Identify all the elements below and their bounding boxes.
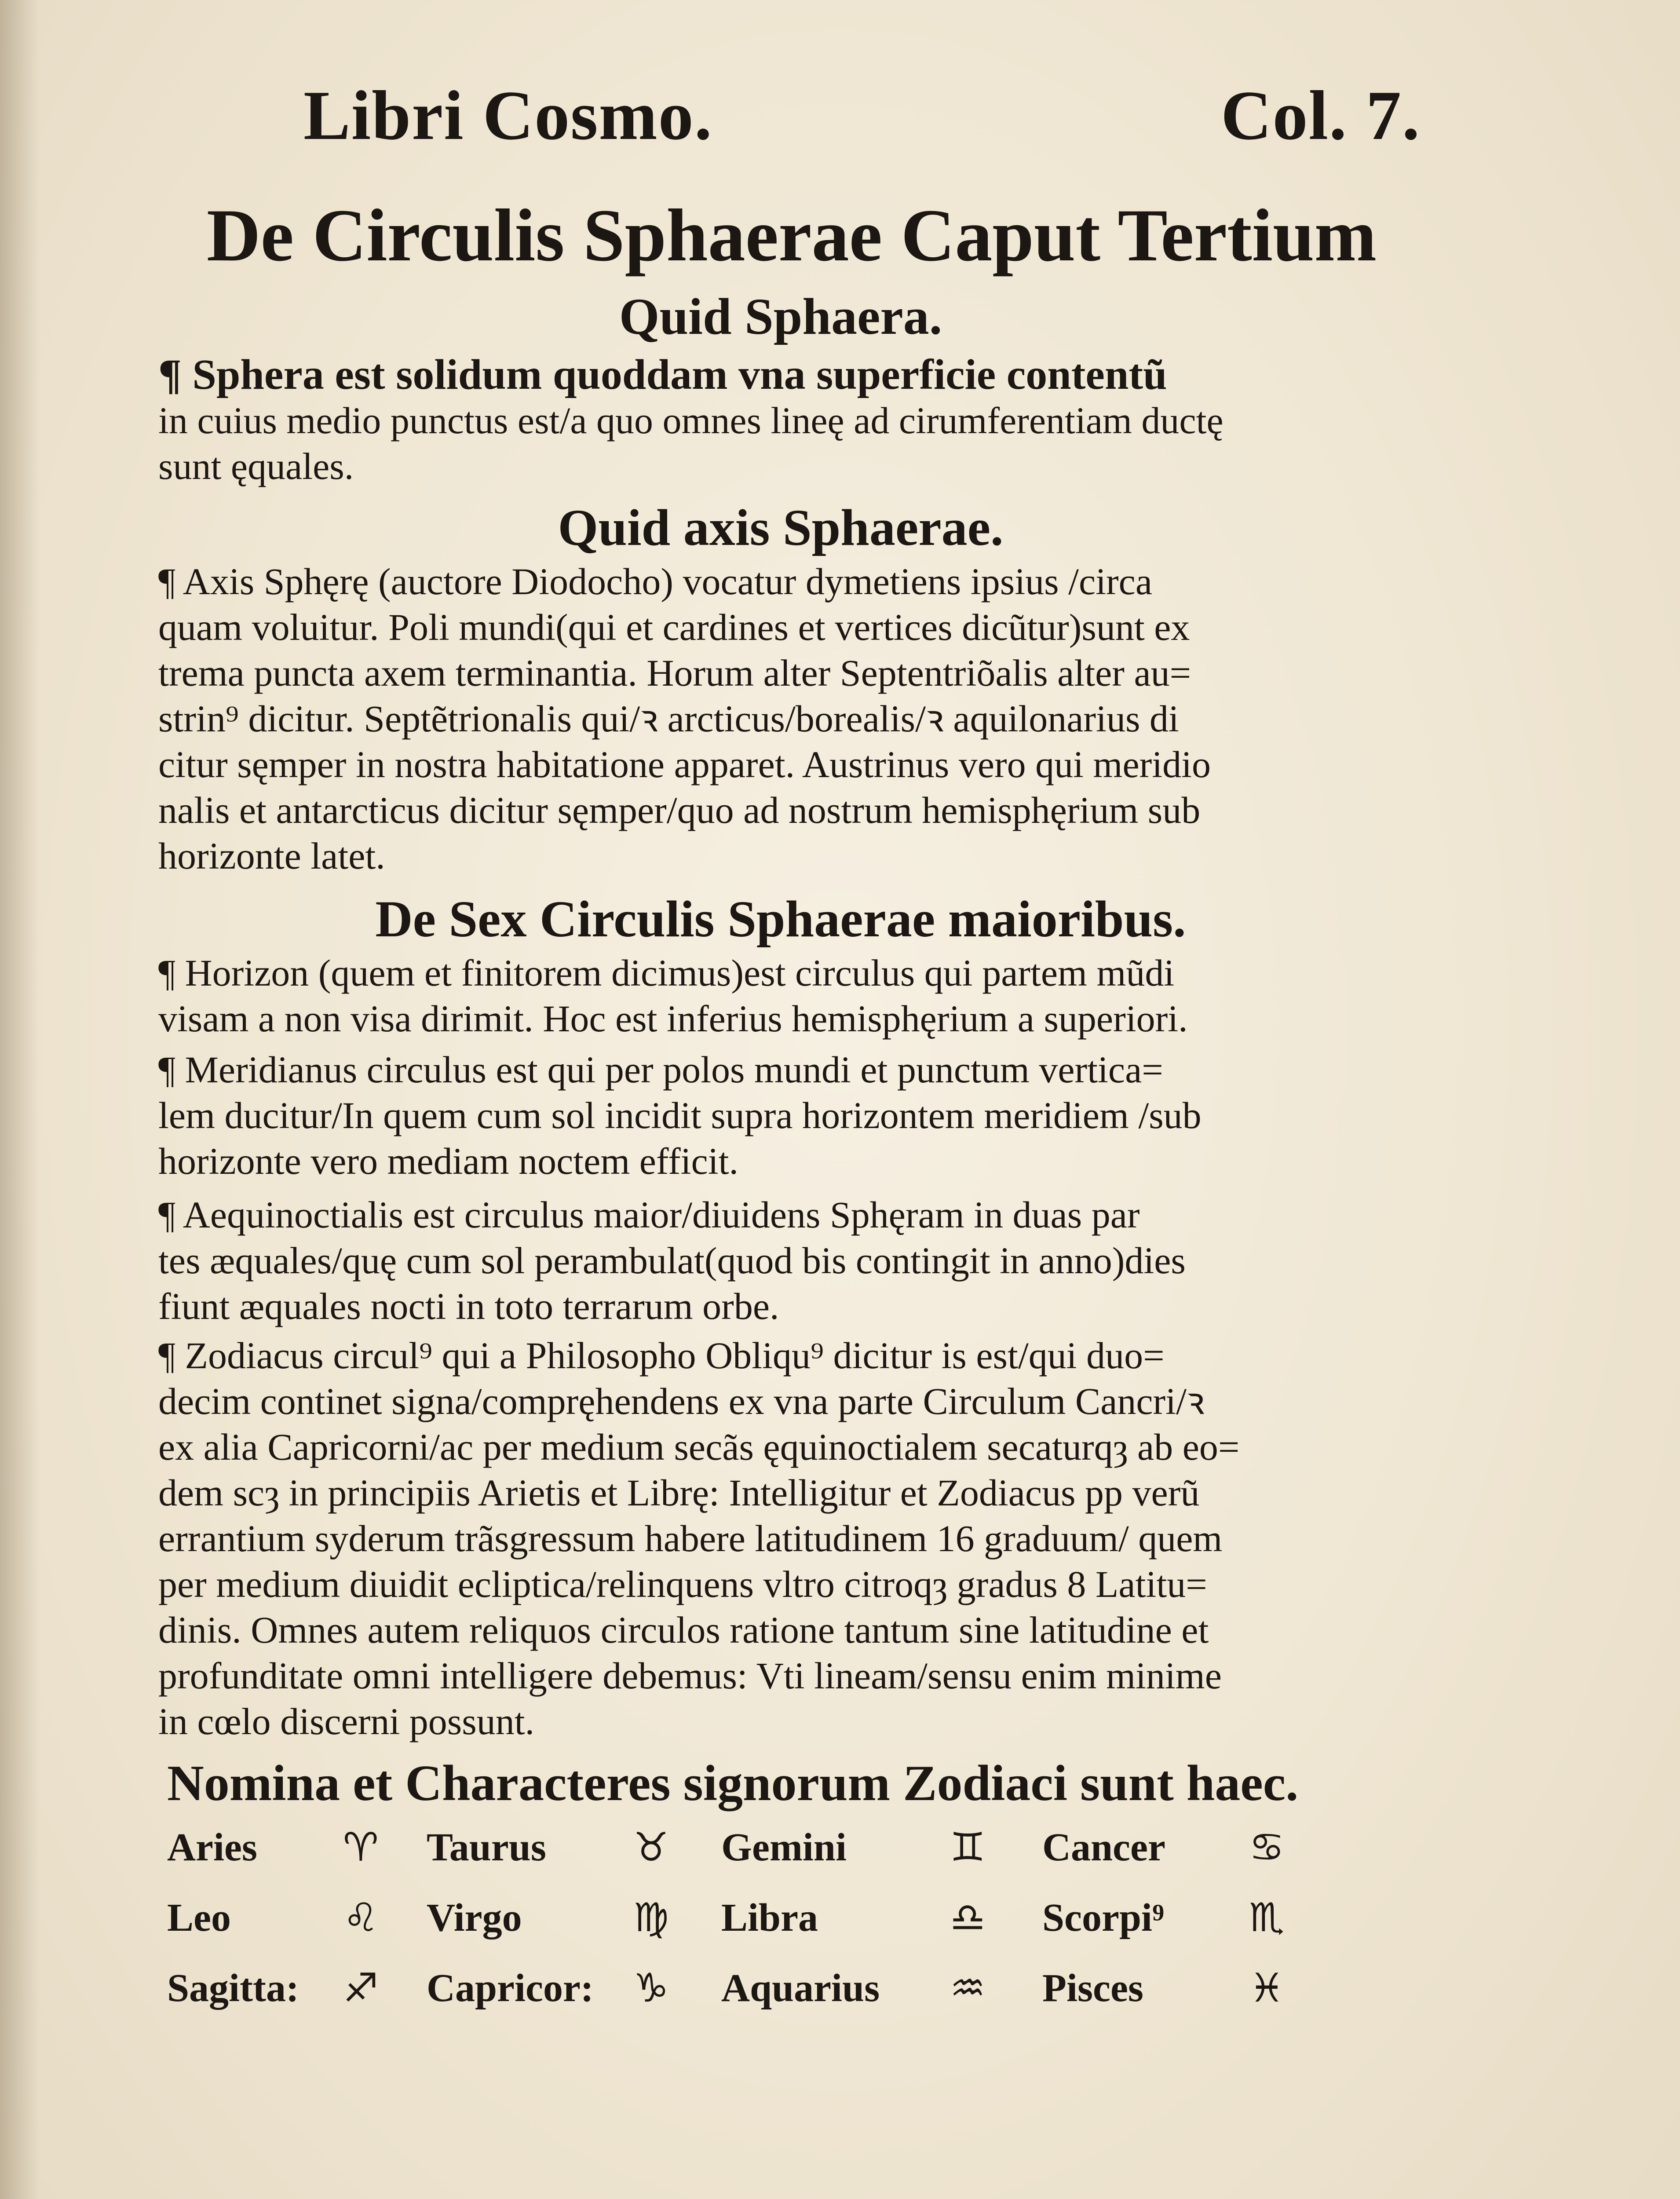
virgo-symbol-icon: ♍ xyxy=(633,1894,669,1941)
libra-symbol-icon: ♎ xyxy=(950,1894,986,1941)
paragraph-zodiacus xyxy=(158,1333,1407,1744)
text-line: lem ducitur/In quem cum sol incidit supra horizontem meridiem /sub xyxy=(158,1094,1202,1136)
zodiac-sign-name: Aquarius xyxy=(721,1966,880,2010)
text-line: profunditate omni intelligere debemus: Vti lineam/sensu enim minime xyxy=(158,1655,1222,1697)
text-line: horizonte vero mediam noctem efficit. xyxy=(158,1140,738,1182)
text-line: strin⁹ dicitur. Septẽtrionalis qui/ꝛ arcticus/borealis/ꝛ aquilonarius di xyxy=(158,698,1179,740)
zodiac-sign-name: Gemini xyxy=(721,1825,847,1869)
paragraph-axis xyxy=(158,559,1407,879)
running-head-column: Col. 7. xyxy=(1221,76,1421,154)
chapter-title: De Circulis Sphaerae Caput Tertium xyxy=(206,194,1377,277)
text-line: decim continet signa/compręhendens ex vna parte Circulum Cancri/ꝛ xyxy=(158,1380,1205,1422)
text-line: quam voluitur. Poli mundi(qui et cardines et vertices dicũtur)sunt ex xyxy=(158,606,1190,648)
gemini-symbol-icon: ♊ xyxy=(950,1824,986,1870)
text-line: trema puncta axem terminantia. Horum alter Septentriõalis alter au= xyxy=(158,652,1191,694)
zodiac-sign-name: Capricor: xyxy=(427,1966,594,2010)
text-line: visam a non visa dirimit. Hoc est inferius hemisphęrium a superiori. xyxy=(158,997,1188,1040)
leo-symbol-icon: ♌ xyxy=(343,1894,379,1941)
text-line: nalis et antarcticus dicitur sęmper/quo ad nostrum hemisphęrium sub xyxy=(158,789,1201,831)
scorpio-symbol-icon: ♏ xyxy=(1249,1894,1285,1941)
zodiac-sign-name: Scorpi⁹ xyxy=(1042,1896,1164,1940)
text-line: in cœlo discerni possunt. xyxy=(158,1700,535,1742)
aquarius-symbol-icon: ♒ xyxy=(950,1965,986,2011)
taurus-symbol-icon: ♉ xyxy=(633,1824,669,1870)
zodiac-sign-name: Taurus xyxy=(427,1825,546,1869)
text-line: dinis. Omnes autem reliquos circulos ratione tantum sine latitudine et xyxy=(158,1609,1209,1651)
capricorn-symbol-icon: ♑ xyxy=(633,1965,669,2011)
text-line: citur sęmper in nostra habitatione apparet. Austrinus vero qui meridio xyxy=(158,743,1211,785)
zodiac-sign-name: Cancer xyxy=(1042,1825,1165,1869)
text-line: fiunt æquales nocti in toto terrarum orbe. xyxy=(158,1285,779,1327)
text-line: ¶ Sphera est solidum quoddam vna superficie contentũ xyxy=(158,351,1167,398)
pisces-symbol-icon: ♓ xyxy=(1249,1965,1285,2011)
running-head xyxy=(303,75,1421,163)
aries-symbol-icon: ♈ xyxy=(343,1824,379,1870)
text-line: ¶ Axis Sphęrę (auctore Diodocho) vocatur dymetiens ipsius /circa xyxy=(158,560,1153,603)
zodiac-sign-name: Virgo xyxy=(427,1896,522,1940)
zodiac-heading: Nomina et Characteres signorum Zodiaci sunt haec. xyxy=(167,1755,1299,1812)
paragraph-horizon xyxy=(158,950,1407,1041)
section-heading-sex-circuli: De Sex Circulis Sphaerae maioribus. xyxy=(375,890,1186,948)
text-line: sunt ęquales. xyxy=(158,445,354,487)
section-heading-axis: Quid axis Sphaerae. xyxy=(558,499,1004,556)
text-line: ¶ Meridianus circulus est qui per polos mundi et punctum vertica= xyxy=(158,1048,1163,1091)
running-head-title: Libri Cosmo. xyxy=(303,76,713,154)
paragraph-meridianus xyxy=(158,1047,1407,1184)
zodiac-sign-name: Leo xyxy=(167,1896,231,1940)
text-line: ¶ Aequinoctialis est circulus maior/diuidens Sphęram in duas par xyxy=(158,1194,1140,1236)
zodiac-sign-name: Sagitta: xyxy=(167,1966,299,2010)
sagittarius-symbol-icon: ♐ xyxy=(343,1965,379,2011)
text-line: ¶ Horizon (quem et finitorem dicimus)est circulus qui partem mũdi xyxy=(158,952,1175,994)
text-line: tes æquales/quę cum sol perambulat(quod bis contingit in anno)dies xyxy=(158,1239,1186,1282)
text-line: in cuius medio punctus est/a quo omnes lineę ad cirumferentiam ductę xyxy=(158,399,1223,442)
text-line: horizonte latet. xyxy=(158,835,385,877)
page-gutter-shadow xyxy=(0,0,40,2199)
section-heading-sphaera: Quid Sphaera. xyxy=(619,288,942,345)
zodiac-sign-table xyxy=(167,1812,1407,2023)
text-line: ex alia Capricorni/ac per medium secãs ęquinoctialem secaturqȝ ab eo= xyxy=(158,1426,1240,1468)
zodiac-sign-name: Aries xyxy=(167,1825,257,1869)
paragraph-aequinoctialis xyxy=(158,1192,1407,1329)
text-line: ¶ Zodiacus circul⁹ qui a Philosopho Obliqu⁹ dicitur is est/qui duo= xyxy=(158,1334,1165,1377)
zodiac-sign-name: Libra xyxy=(721,1896,818,1940)
cancer-symbol-icon: ♋ xyxy=(1249,1824,1285,1870)
zodiac-sign-name: Pisces xyxy=(1042,1966,1143,2010)
text-line: per medium diuidit ecliptica/relinquens vltro citroqȝ gradus 8 Latitu= xyxy=(158,1563,1207,1605)
paragraph-sphaera xyxy=(158,352,1407,489)
text-line: errantium syderum trãsgressum habere latitudinem 16 graduum/ quem xyxy=(158,1517,1223,1560)
text-line: dem scȝ in principiis Arietis et Librę: Intelligitur et Zodiacus pp verũ xyxy=(158,1472,1200,1514)
